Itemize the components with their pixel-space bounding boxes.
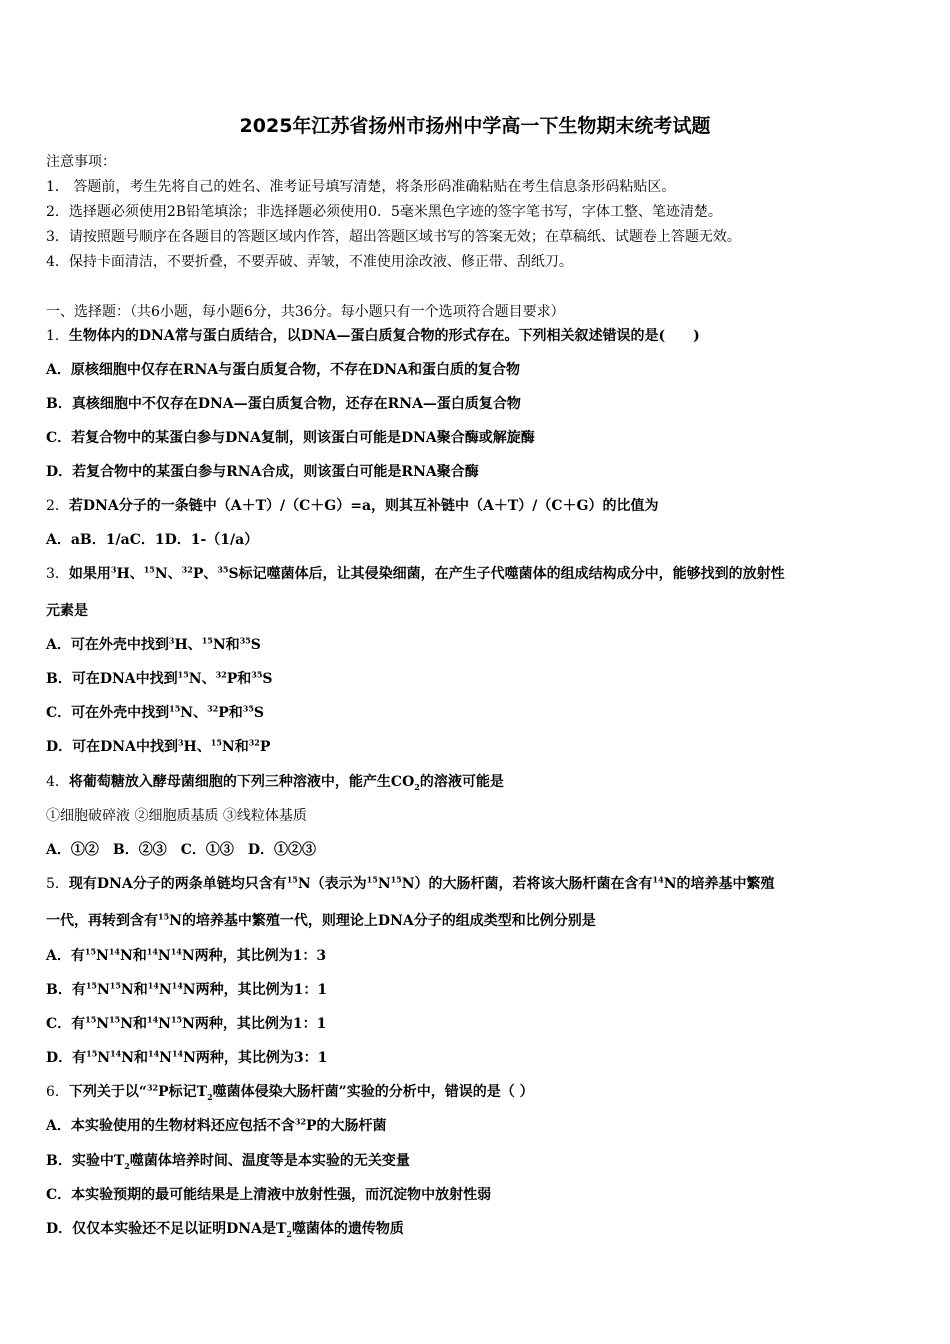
question-text: 将葡萄糖放入酵母菌细胞的下列三种溶液中，能产生$CO_2$的溶液可能是: [68, 774, 504, 792]
q5-option-a: A．有$^{15}N^{14}N$和$^{14}N^{14}N$两种，其比例为1：3: [46, 946, 327, 964]
notice-heading: 注意事项：: [46, 154, 116, 170]
q4-options: A．①② B．②③ C．①③ D．①②③: [46, 842, 316, 858]
q3-option-a: A．可在外壳中找到$^3$H、$^{15}$N和$^{35}$S: [46, 635, 261, 653]
q4-choices: ①细胞破碎液 ②细胞质基质 ③线粒体基质: [46, 808, 307, 824]
notice-item-4: 4．保持卡面清洁，不要折叠，不要弄破、弄皱，不准使用涂改液、修正带、刮纸刀。: [46, 254, 573, 270]
q1-option-a: A．原核细胞中仅存在RNA与蛋白质复合物，不存在DNA和蛋白质的复合物: [46, 362, 520, 378]
question-1-stem: [46, 326, 916, 346]
question-2-stem: [46, 496, 916, 516]
q6-option-a: A．本实验使用的生物材料还应包括不含$^{32}$P的大肠杆菌: [46, 1116, 387, 1134]
q3-option-b: B．可在DNA中找到$^{15}$N、$^{32}$P和$^{35}$S: [46, 669, 273, 687]
section-heading: 一、选择题：（共6小题，每小题6分，共36分。每小题只有一个选项符合题目要求）: [46, 304, 565, 320]
question-number: 2．: [46, 498, 69, 514]
question-5-stem: [46, 874, 916, 894]
question-text: 如果用$^3$H、$^{15}$N、$^{32}$P、$^{35}$S标记噬菌体后，让其侵染细菌，在产生子代噬菌体的组成结构成分中，能够找到的放射性: [68, 564, 785, 582]
q6-option-d: D．仅仅本实验还不足以证明DNA是$T_2$噬菌体的遗传物质: [46, 1221, 404, 1239]
q1-option-c: C．若复合物中的某蛋白参与DNA复制，则该蛋白可能是DNA聚合酶或解旋酶: [46, 430, 535, 446]
question-number: 1．: [46, 328, 69, 344]
notice-item-1: 1． 答题前，考生先将自己的姓名、准考证号填写清楚，将条形码准确粘贴在考生信息条形码粘贴区。: [46, 179, 676, 195]
q6-option-c: C．本实验预期的最可能结果是上清液中放射性强，而沉淀物中放射性弱: [46, 1187, 492, 1203]
q6-option-b: B．实验中$T_2$噬菌体培养时间、温度等是本实验的无关变量: [46, 1153, 410, 1171]
question-number: 4．: [46, 774, 69, 790]
question-text: 现有DNA分子的两条单链均只含有$^{15}$N（表示为$^{15}N^{15}N$）的大肠杆菌，若将该大肠杆菌在含有$^{14}$N的培养基中繁殖: [68, 874, 775, 892]
question-number: 6．: [46, 1084, 69, 1100]
notice-item-2: 2．选择题必须使用2B铅笔填涂；非选择题必须使用0．5毫米黑色字迹的签字笔书写，字体工整、笔迹清楚。: [46, 204, 722, 220]
question-text: 生物体内的DNA常与蛋白质结合，以DNA—蛋白质复合物的形式存在。下列相关叙述错误的是( ): [68, 328, 700, 344]
q5-option-c: C．有$^{15}N^{15}N$和$^{14}N^{15}N$两种，其比例为1：1: [46, 1014, 327, 1032]
question-3-stem-cont: 元素是: [46, 603, 88, 619]
q1-option-d: D．若复合物中的某蛋白参与RNA合成，则该蛋白可能是RNA聚合酶: [46, 464, 479, 480]
question-4-stem: [46, 772, 916, 792]
q5-option-b: B．有$^{15}N^{15}N$和$^{14}N^{14}N$两种，其比例为1：1: [46, 980, 328, 998]
notice-item-3: 3．请按照题号顺序在各题目的答题区域内作答，超出答题区域书写的答案无效；在草稿纸、试题卷上答题无效。: [46, 229, 741, 245]
q2-options: A．aB．1/aC．1D．1-（1/a）: [46, 532, 259, 548]
q3-option-d: D．可在DNA中找到$^3$H、$^{15}$N和$^{32}$P: [46, 737, 271, 755]
question-3-stem: [46, 564, 916, 584]
question-number: 5．: [46, 876, 69, 892]
question-6-stem: [46, 1082, 916, 1102]
question-text: 下列关于以“$^{32}$P标记$T_2$噬菌体侵染大肠杆菌”实验的分析中，错误的是（ ）: [68, 1082, 534, 1102]
q3-option-c: C．可在外壳中找到$^{15}$N、$^{32}$P和$^{35}$S: [46, 703, 265, 721]
q1-option-b: B．真核细胞中不仅存在DNA—蛋白质复合物，还存在RNA—蛋白质复合物: [46, 396, 521, 412]
page-title: 2025年江苏省扬州市扬州中学高一下生物期末统考试题: [239, 115, 711, 137]
question-number: 3．: [46, 566, 69, 582]
question-text: 若DNA分子的一条链中（A＋T）/（C＋G）=a，则其互补链中（A＋T）/（C＋G）的比值为: [68, 498, 659, 514]
question-5-stem-cont: 一代，再转到含有$^{15}$N的培养基中繁殖一代，则理论上DNA分子的组成类型和比例分别是: [46, 911, 596, 929]
q5-option-d: D．有$^{15}N^{14}N$和$^{14}N^{14}N$两种，其比例为3：1: [46, 1048, 328, 1066]
